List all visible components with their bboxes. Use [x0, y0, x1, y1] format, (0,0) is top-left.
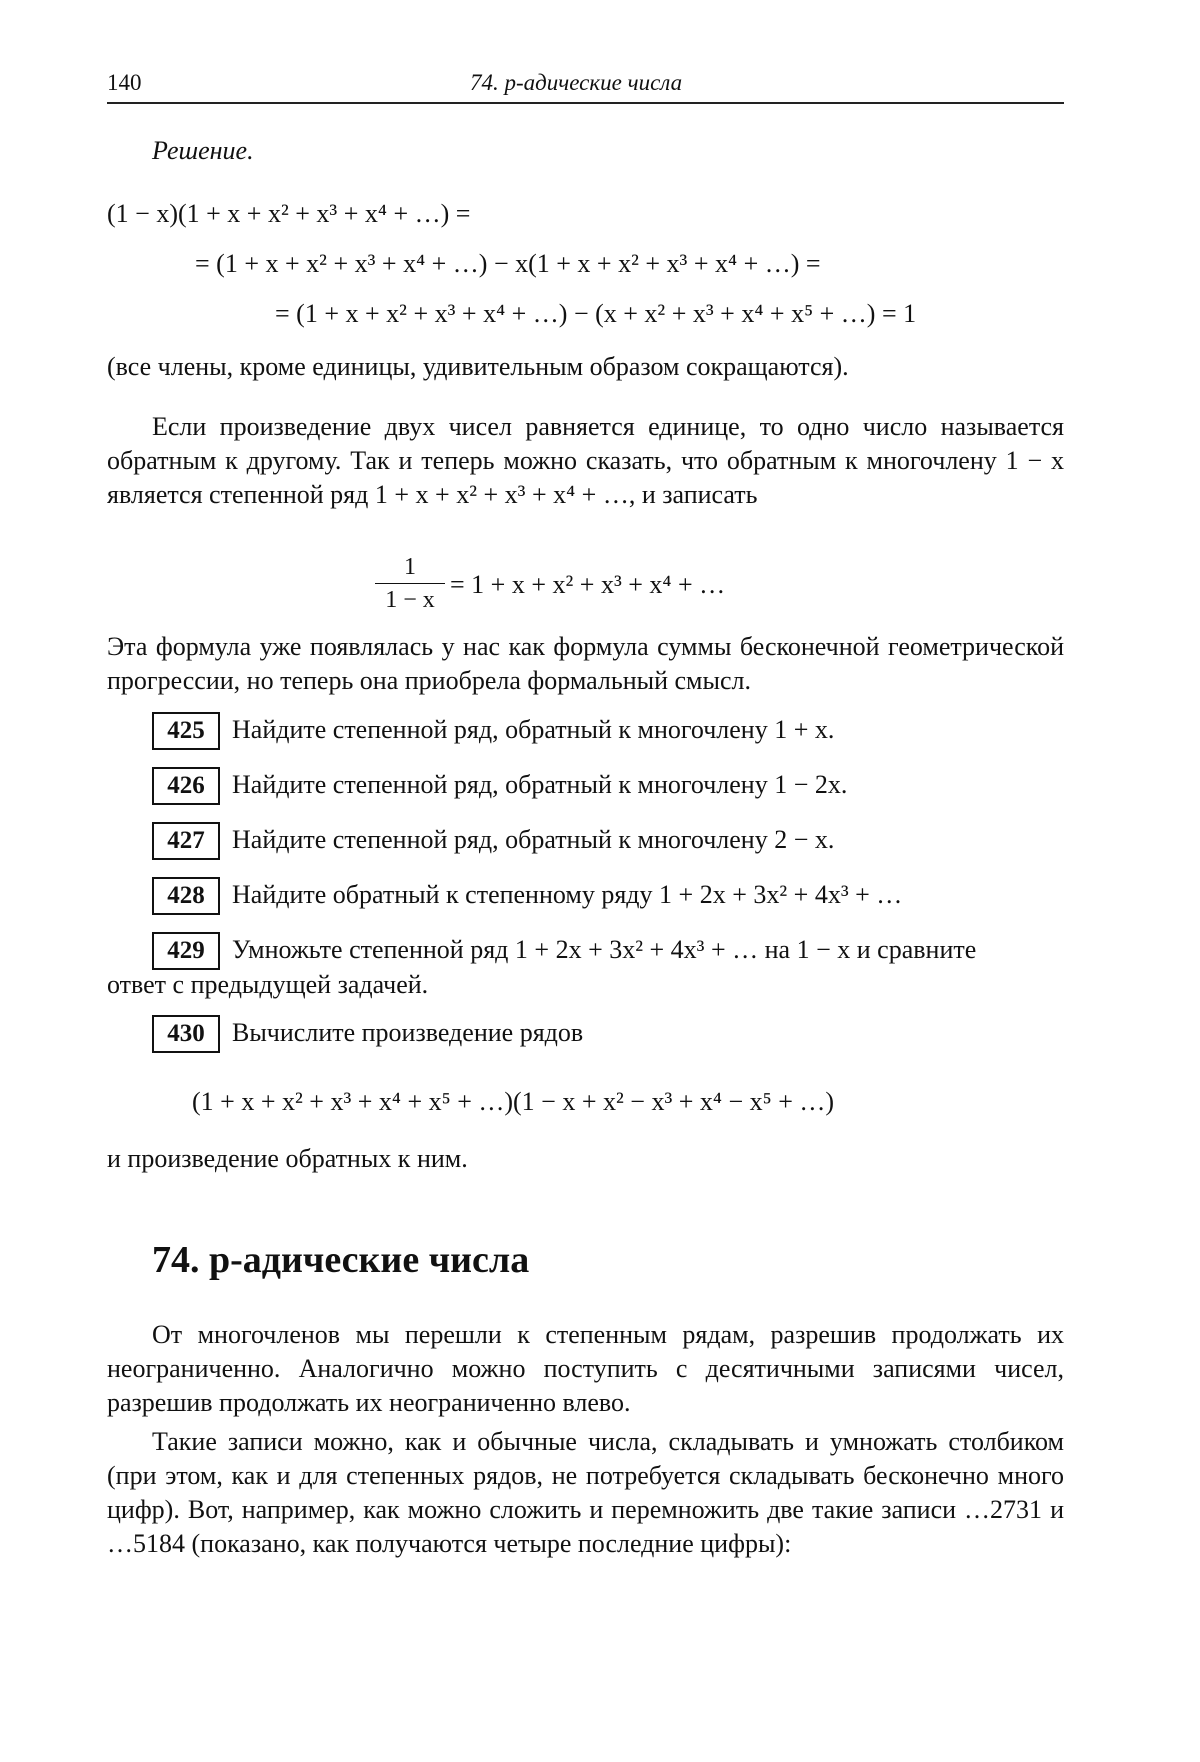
- problem-number-429: 429: [152, 932, 220, 970]
- equation-note: (все члены, кроме единицы, удивительным образом сокращаются).: [107, 352, 849, 381]
- display-fraction: [375, 553, 445, 614]
- paragraph-geometric: Эта формула уже появлялась у нас как формула суммы бесконечной геометрической прогрессии, но теперь она приобрела формальный смысл.: [107, 632, 1064, 695]
- problem-number-425: 425: [152, 712, 220, 750]
- problem-number-427: 427: [152, 822, 220, 860]
- fraction-denominator: 1 − x: [385, 587, 435, 613]
- problem-number-428: 428: [152, 877, 220, 915]
- section-paragraph-1: От многочленов мы перешли к степенным рядам, разрешив продолжать их неограниченно. Аналогично можно поступить с десятичными записями чисел, разрешив продолжать их неограниченно влево.: [107, 1320, 1064, 1417]
- problem-text-428: Найдите обратный к степенному ряду 1 + 2x + 3x² + 4x³ + …: [232, 880, 903, 909]
- problem-text-427: Найдите степенной ряд, обратный к многочлену 2 − x.: [232, 825, 835, 854]
- section-title-text: p-адические числа: [209, 1239, 530, 1281]
- section-heading: [152, 1238, 529, 1282]
- series-product-formula: (1 + x + x² + x³ + x⁴ + x⁵ + …)(1 − x + x² − x³ + x⁴ − x⁵ + …): [192, 1087, 835, 1116]
- problem-text-429: Умножьте степенной ряд 1 + 2x + 3x² + 4x³ + … на 1 − x и сравните: [232, 935, 977, 964]
- problem-number-430: 430: [152, 1015, 220, 1053]
- equation-line-3: = (1 + x + x² + x³ + x⁴ + …) − (x + x² + x³ + x⁴ + x⁵ + …) = 1: [275, 299, 917, 328]
- after-series-product: и произведение обратных к ним.: [107, 1144, 468, 1173]
- problem-text-426: Найдите степенной ряд, обратный к многочлену 1 − 2x.: [232, 770, 848, 799]
- fraction-bar: [375, 583, 445, 584]
- fraction-numerator: 1: [404, 554, 416, 580]
- problem-text-425: Найдите степенной ряд, обратный к многочлену 1 + x.: [232, 715, 835, 744]
- solution-label: Решение.: [152, 136, 254, 165]
- running-head: 74. p-адические числа: [470, 70, 683, 95]
- header-divider: [107, 102, 1064, 104]
- equation-line-2: = (1 + x + x² + x³ + x⁴ + …) − x(1 + x + x² + x³ + x⁴ + …) =: [195, 249, 821, 278]
- equation-line-1: (1 − x)(1 + x + x² + x³ + x⁴ + …) =: [107, 199, 471, 228]
- section-number: 74.: [152, 1239, 200, 1281]
- page-number: 140: [107, 70, 142, 95]
- problem-text-430: Вычислите произведение рядов: [232, 1018, 584, 1047]
- section-paragraph-2: Такие записи можно, как и обычные числа, складывать и умножать столбиком (при этом, как и для степенных рядов, не потребуется складывать бесконечно много цифр). Вот, например, как можно сложить и перемножить две такие записи …2731 и …5184 (показано, как получаются четыре последние цифры):: [107, 1427, 1064, 1558]
- problem-429-continuation: ответ с предыдущей задачей.: [107, 970, 429, 999]
- display-formula-rhs: = 1 + x + x² + x³ + x⁴ + …: [450, 570, 726, 599]
- paragraph-inverse: Если произведение двух чисел равняется единице, то одно число называется обратным к другому. Так и теперь можно сказать, что обратным к многочлену 1 − x является степенной ряд 1 + x + x² + x³ + x⁴ + …, и записать: [107, 412, 1064, 509]
- problem-number-426: 426: [152, 767, 220, 805]
